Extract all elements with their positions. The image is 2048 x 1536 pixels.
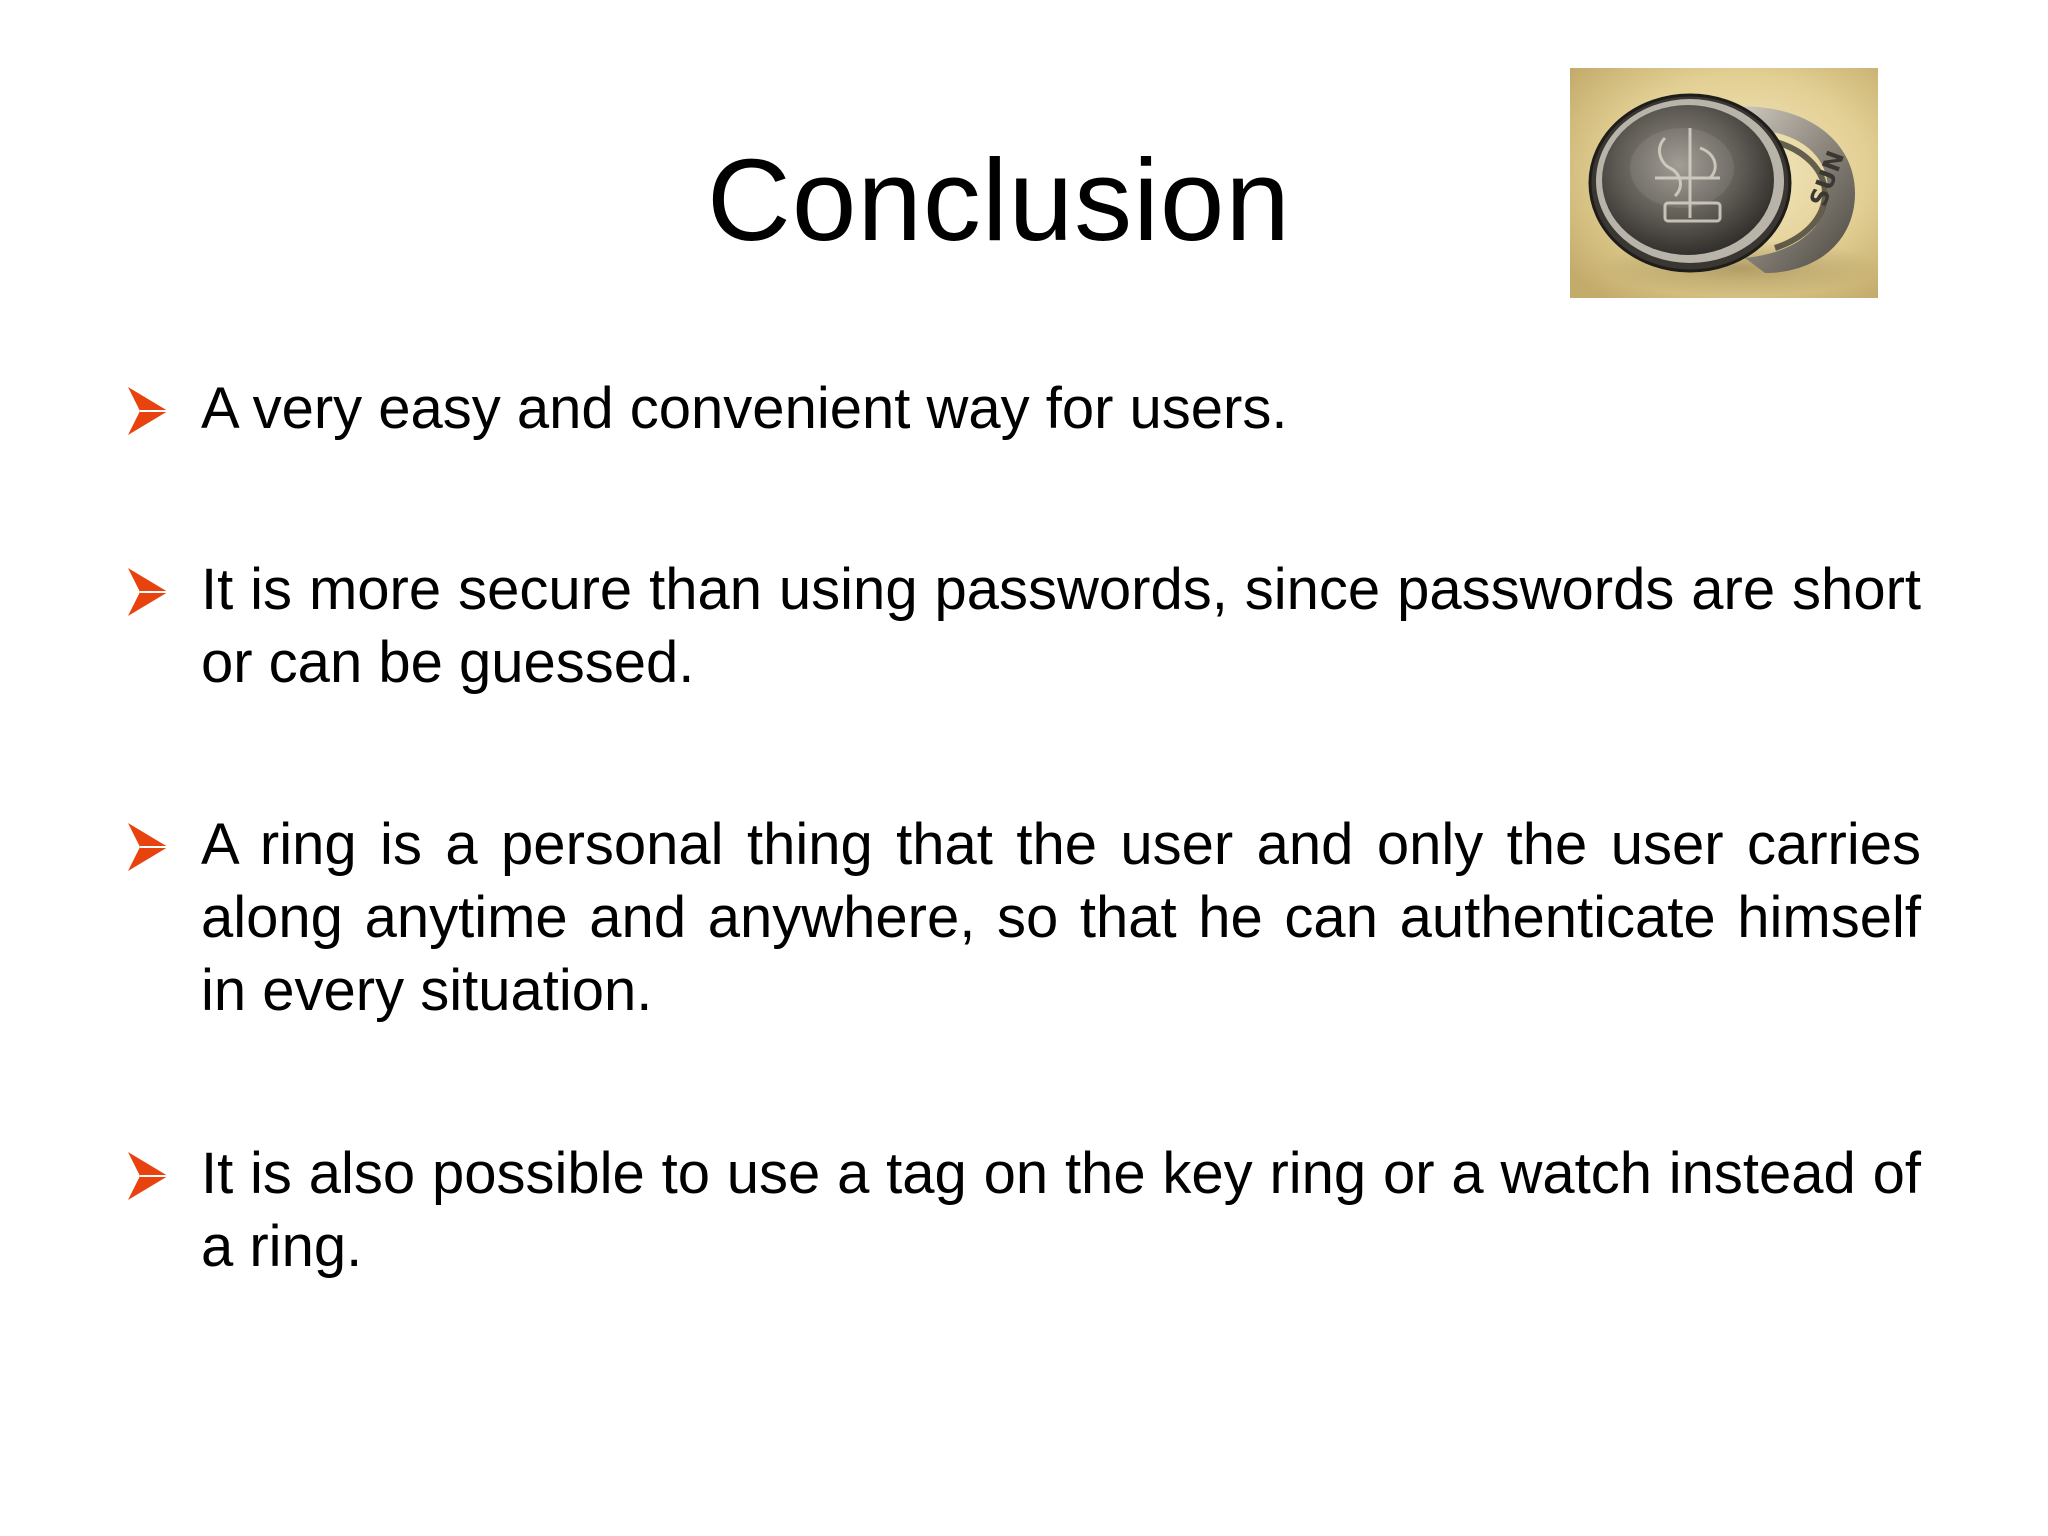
arrow-bullet-icon (125, 565, 171, 619)
ring-engraving: SUN (1804, 147, 1851, 211)
arrow-bullet-icon (125, 1149, 171, 1203)
bullet-text: A very easy and convenient way for users. (201, 376, 1288, 441)
slide-title-text: Conclusion (707, 135, 1291, 265)
arrow-bullet-icon (125, 820, 171, 874)
bullet-text: It is also possible to use a tag on the key ring or a watch instead of a ring. (201, 1141, 1921, 1279)
bullet-text: A ring is a personal thing that the user and only the user carries along anytime and anywhere, so that he can authenticate himself in every situation. (201, 812, 1921, 1023)
bullet-text: It is more secure than using passwords, since passwords are short or can be guessed. (201, 557, 1921, 695)
arrow-bullet-icon (125, 384, 171, 438)
